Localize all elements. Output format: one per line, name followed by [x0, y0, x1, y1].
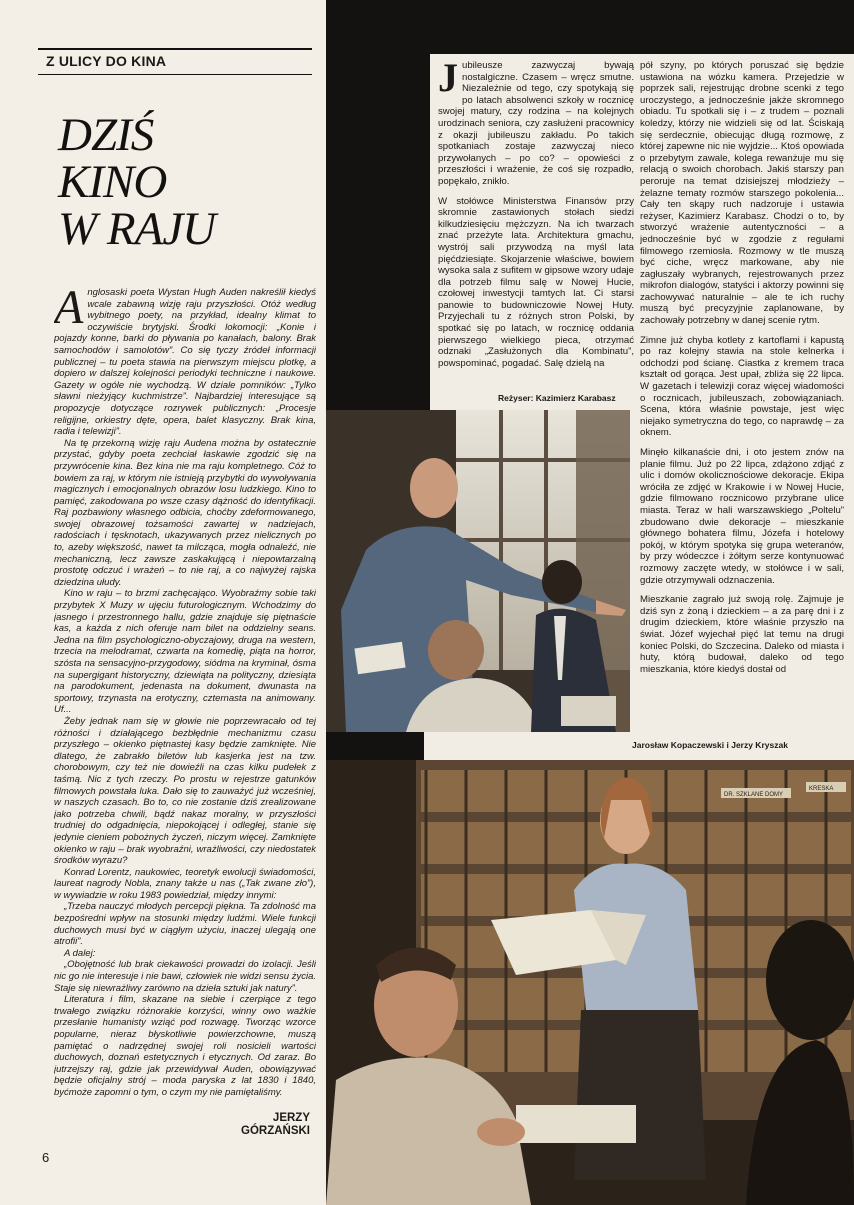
- paragraph: W stołówce Ministerstwa Finansów przy skromnie zastawionych stołach siedzi kilkudziesięciu mężczyzn. Na ich twarzach znać przeżyte lata. Architektura gmachu, wystrój sali przywodzą na myśl lata pięćdziesiąte. Skojarzenie właściwe, bowiem wysoka sala z sufitem w gipsowe wzory udaje dla potrzeb filmu salę w Nowej Hucie, czołowej inwestycji tamtych lat. Ci starsi panowie to budowniczowie Nowej Huty. Przyjechali tu z różnych stron Polski, by spotkać się po latach, w rocznicę oddania pierwszego wielkiego pieca, otrzymać odznaki „Zasłużonych dla Kombinatu”, powspominać, pogadać. Salę dzielą na: [438, 195, 634, 369]
- dropcap-j: J: [438, 60, 458, 100]
- paragraph: Anglosaski poeta Wystan Hugh Auden nakreślił kiedyś wcale zabawną wizję raju przyszłości. Otóż według wybitnego poety, na przykład, idealny klimat to oczywiście brytyjski. Środki lokomocji: „Konie i pojazdy konne, barki do pływania po kanałach, balony. Brak samochodów i samolotów”. Co się tyczy źródeł informacji publicznej – tu poeta stawia na pierwszym miejscu plotkę, a dopiero w dalszej kolejności periodyki techniczne i naukowe. Gazety w ogóle nie wychodzą. W dziale pomników: „Tylko sławni nieżyjący kuchmistrze”. Najbardziej interesujące są propozycje dotyczące rozrywek publicznych: „Procesje religijne, orkiestry dęte, opera, balet klasyczny. Brak kina, radia i telewizji”.: [54, 287, 316, 438]
- paragraph: „Obojętność lub brak ciekawości prowadzi do izolacji. Jeśli nic go nie interesuje i nie bawi, człowiek nie widzi sensu życia. Staje się niewrażliwy zarówno na dzieła sztuki jak natury”.: [54, 959, 316, 994]
- paragraph: Żeby jednak nam się w głowie nie poprzewracało od tej różności i działającego bezbłędnie mechanizmu czasu przyszłego – okienko piętnastej kasy będzie zamknięte. Nie dlatego, że zabrakło biletów lub kasjerka jest na tzw. chorobowym, czy też nie dowieźli na czas kilku pudełek z taśmą. Nic z tych rzeczy. Po prostu w rejestrze gatunków filmowych powstała luka. Dało się to zauważyć już wcześniej, w naszych czasach. Bo to, co nie zostanie dziś zrealizowane jako potrzeba chwili, bądź nakaz moralny, w przyszłości trudniej do odgadnięcia, niepokojącej i odległej, stanie się jedynie cieniem pobożnych życzeń, niczym więcej. Zamknięte okienko w raju – brak wyobraźni, wrażliwości, czy niedostatek środków wyrazu?: [54, 715, 316, 867]
- dropcap: A: [54, 287, 84, 334]
- paragraph: Konrad Lorentz, naukowiec, teoretyk ewolucji świadomości, laureat nagrody Nobla, znany także u nas („Tak zwane zło”), w wywiadzie w roku 1983 powiedział, między innymi:: [54, 866, 316, 901]
- paragraph: Kino w raju – to brzmi zachęcająco. Wyobraźmy sobie taki przybytek X Muzy w ujęciu futurologicznym. Wchodzimy do jasnego i przestronnego hallu, gdzie znajduje się piętnaście kas, a każda z nich oferuje nam bilet na oddzielny seans. Jedna na film psychologiczno-obyczajowy, druga na western, trzecia na melodramat, czwarta na komedię, piąta na horror, szósta na sensacyjno-przygodowy, siódma na kryminał, ósma na supergigant historyczny, dziewiąta na polityczny, dziesiąta na parodokument, jedenasta na dokument, dwunasta na sportowy, trzynasta na erotyczny, czternasta na animowany. Uf...: [54, 588, 316, 716]
- right-article-col2: [640, 60, 844, 732]
- right-article-col1: [438, 60, 634, 382]
- title-line-1: DZIŚ: [58, 109, 154, 161]
- photo-archive-scene: [326, 760, 854, 1205]
- caption-director: Reżyser: Kazimierz Karabasz: [498, 393, 616, 403]
- caption-authors: Jarosław Kopaczewski i Jerzy Kryszak: [632, 740, 788, 750]
- shelf-sign-2: KRESKA: [809, 786, 834, 792]
- header-rule-top: [38, 48, 312, 50]
- title-line-3: W RAJU: [58, 203, 216, 255]
- paragraph: Zimne już chyba kotlety z kartoflami i kapustą po raz kolejny stawia na stole kelnerka i odchodzi pod ścianę. Ciastka z kremem traca kształt od gorąca. Jest upał, zbliża się 22 lipca. W gazetach i telewizji coraz więcej wiadomości o rocznicach, jubileuszach, zobowiązaniach. Scena, która właśnie powstaje, jest więc niejako symetryczna do tego, co naprawdę – za oknem.: [640, 334, 844, 439]
- header-rule-bottom: [38, 74, 312, 75]
- paragraph: Minęło kilkanaście dni, i oto jestem znów na planie filmu. Już po 22 lipca, zdążono zdjąć z ulic i domów okolicznościowe dekoracje. Ekipa wróciła ze zdjęć w Krakowie i w Nowej Hucie, gdzie filmowano rocznicowo przybrane ulice miasta. Teraz w hali warszawskiego „Poltelu” zbudowano dwie dekoracje – mieszkanie głównego bohatera filmu, Józefa i hotelowy pokój, w którym spotyka się grupa weteranów, by przy wódeczce i żółtym serze kontynuować rozmowy zaczęte wtedy, w stołówce i w sali, gdzie otrzymywali odznaczenia.: [640, 447, 844, 586]
- photo-archive-illustration: [326, 760, 854, 1205]
- shelf-sign-1: DR. SZKLANE DOMY: [724, 792, 784, 798]
- article-title: [58, 109, 308, 255]
- paragraph: „Trzeba nauczyć młodych percepcji piękna. Ta zdolność ma bezpośredni wpływ na stosunki między ludźmi. Wiele funkcji duchowych musi być w ciągłym użyciu, inaczej ulegają one atrofii”.: [54, 901, 316, 948]
- author-byline: [180, 1112, 310, 1138]
- title-line-2: KINO: [58, 156, 167, 208]
- section-tag: Z ULICY DO KINA: [46, 53, 167, 69]
- paragraph: Jubileusze zazwyczaj bywają nostalgiczne. Czasem – wręcz smutne. Niezależnie od tego, czy spotykają się po latach absolwenci szkoły w rocznicę swojej matury, czy rodzina – na kolejnych urodzinach seniora, czy zasłużeni pracownicy z okazji jubileuszu zakładu. Po takich spotkaniach zostaje zazwyczaj nieco przywołanych – po co? – opowieści z przeszłości i wrażenie, że coś się rozpadło, popękało, znikło.: [438, 60, 634, 187]
- paragraph: Mieszkanie zagrało już swoją rolę. Zajmuje je dziś syn z żoną i dzieckiem – a za parę dni i z drugim dzieckiem, które właśnie przyszło na świat. Józef wyjechał pięć lat temu na drugi koniec Polski, do Szczecina. Daleko od miasta i huty, którą budował, daleko od tego mieszkania, które kiedyś dostał od: [640, 594, 844, 675]
- photo-director-scene: [326, 410, 630, 732]
- paragraph: pół szyny, po których poruszać się będzie ustawiona na wózku kamera. Przejedzie w poprzek sali, rejestrując drobne scenki z tego uroczystego, a jednocześnie jakże skromnego obiadu. Tu spotkali się i – z trudem – poznali koledzy, którzy nie widzieli się od lat. Ściskają się serdecznie, obiecując długą rozmowę, z której zapewne nic nie wyjdzie... Ktoś opowiada o przebytym zawale, kolega rewanżuje mu się relacją o swoich chorobach. Jakiś starszy pan peroruje na temat dzisiejszej młodzieży – żelazne tematy rozmów starszego pokolenia... Cały ten skąpy ruch nadzoruje i ustawia reżyser, Kazimierz Karabasz. Chodzi o to, by stworzyć wrażenie autentyczności – a jednocześnie być w zgodzie z regułami filmowego rzemiosła. Rozmowy w tle muszą być ciche, wręcz markowane, aby nie zagłuszały wybranych, rejestrowanych przez mikrofon dialogów, statyści i aktorzy powinni się zachowywać naturalnie – ale te ich ruchy muszą być precyzyjnie zaplanowane, by zachowały potrzebny w danej scenie rytm.: [640, 60, 844, 327]
- page-number: 6: [42, 1150, 50, 1165]
- paragraph: Na tę przekorną wizję raju Audena można by ostatecznie przystać, gdyby poeta zechciał łaskawie zgodzić się na przywrócenie kina. Bez kina nie ma raju kompletnego. Cóż to bowiem za raj, w którym nie istnieją przybytki do wywoływania magicznych i emocjonalnych obrazów losu ludzkiego. Kino to pamięć, zakodowana po wsze czasy dążność do identyfikacji. Raj pozbawiony własnego odbicia, choćby zdeformowanego, swojej obrazowej tożsamości zawartej w nadziejach, radościach i tęsknotach, ukazywanych przez nielicznych po to, azeby większość, nawet ta milcząca, mogła odnaleźć, nie mechaniczną, lecz zawsze zaskakującą i niepowtarzalną prostotę odczuć i wrażeń – to nie raj, a co najwyżej rajska dziedzina ułudy.: [54, 437, 316, 588]
- paragraph: Literatura i film, skazane na siebie i czerpiące z tego trwałego związku różnorakie korzyści, winny owo ważkie przesłanie humanisty wziąć pod rozwagę. Tworząc wzorce popularne, nieraz błyskotliwie powierzchowne, muszą pamiętać o nadrzędnej swojej roli nosicieli wartości duchowych, doznań estetycznych i etycznych. Od zaraz. Bo jutrzejszy raj, gdzie jak przewidywał Auden, obowiązywać będzie oficjalny strój – moda paryska z lat 1830 i 1840, byćmoże zapomni o tym, o czym my nie pamiętaliśmy.: [54, 994, 316, 1097]
- paragraph: A dalej:: [64, 947, 96, 959]
- photo-director-illustration: [326, 410, 630, 732]
- left-article-body: [54, 287, 316, 1097]
- author-last-name: GÓRZAŃSKI: [241, 1125, 310, 1137]
- author-first-name: JERZY: [272, 1112, 310, 1124]
